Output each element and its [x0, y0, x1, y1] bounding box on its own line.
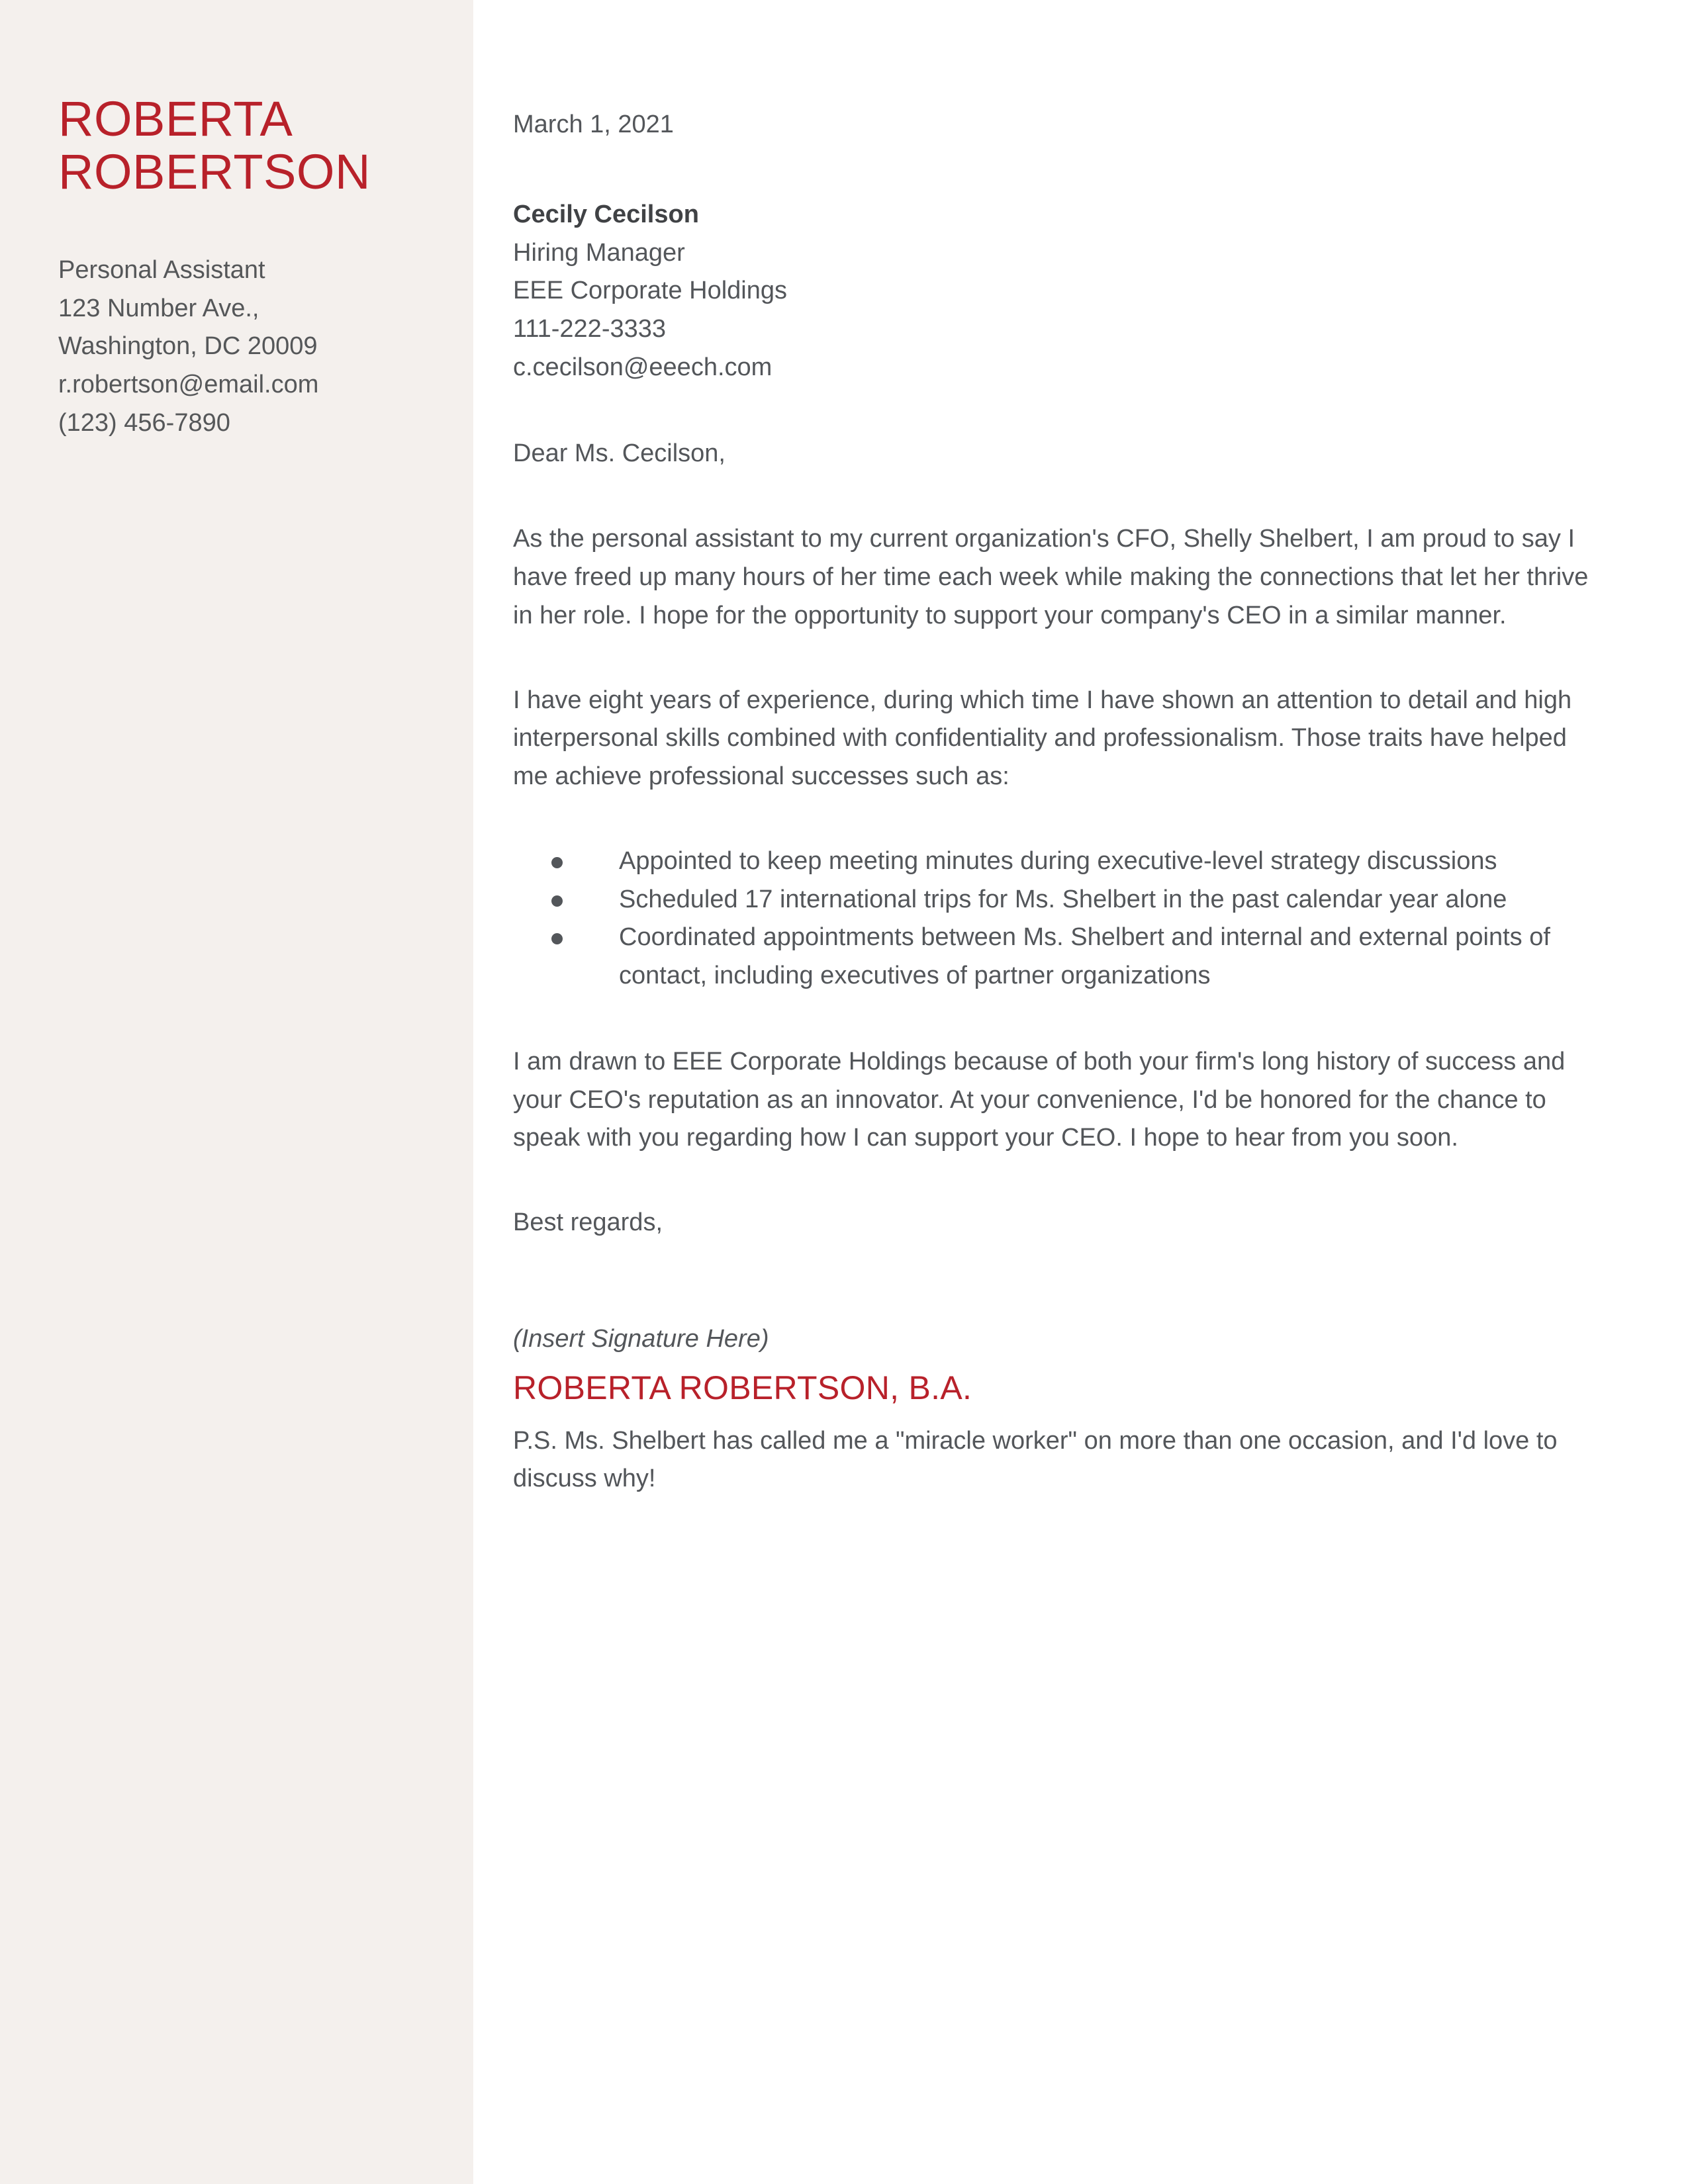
applicant-name-block: [58, 93, 447, 199]
paragraph-experience: I have eight years of experience, during which time I have shown an attention to detail and high interpersonal skills combined with confidentiality and professionalism. Those traits have helped me achieve professional successes such as:: [513, 686, 1572, 790]
recipient-email: c.cecilson@eeech.com: [513, 353, 773, 381]
applicant-contact-block: [58, 251, 447, 443]
applicant-job-title: Personal Assistant: [58, 255, 265, 284]
bullet-dot-icon: [551, 857, 563, 868]
signature-placeholder: (Insert Signature Here): [513, 1324, 769, 1353]
recipient-company: EEE Corporate Holdings: [513, 277, 787, 305]
achievements-list: [513, 842, 1589, 995]
letter-body: [473, 0, 1688, 2184]
list-item: [513, 881, 1589, 919]
closing-salutation: Best regards,: [513, 1208, 663, 1236]
letter-date: March 1, 2021: [513, 111, 674, 138]
applicant-phone: (123) 456-7890: [58, 408, 230, 437]
list-item: [513, 842, 1589, 881]
applicant-last-name: ROBERTSON: [58, 144, 371, 199]
bullet-dot-icon: [551, 895, 563, 907]
recipient-phone: 111-222-3333: [513, 315, 667, 343]
applicant-first-name: ROBERTA: [58, 91, 293, 146]
salutation: Dear Ms. Cecilson,: [513, 439, 726, 467]
list-item: [513, 919, 1589, 995]
recipient-title: Hiring Manager: [513, 238, 685, 267]
applicant-email: r.robertson@email.com: [58, 371, 319, 399]
sidebar: [0, 0, 473, 2184]
bullet-dot-icon: [551, 933, 563, 944]
list-item-text: Coordinated appointments between Ms. Shelbert and internal and external points of contact, including executives of partner organizations: [619, 923, 1550, 989]
recipient-name: Cecily Cecilson: [513, 200, 699, 228]
recipient-block: [513, 196, 1589, 387]
postscript-note: P.S. Ms. Shelbert has called me a "miracle worker" on more than one occasion, and I'd love to discuss why!: [513, 1426, 1558, 1493]
applicant-city-state-zip: Washington, DC 20009: [58, 332, 318, 361]
applicant-street-address: 123 Number Ave.,: [58, 294, 259, 322]
paragraph-closing-pitch: I am drawn to EEE Corporate Holdings because of both your firm's long history of success and your CEO's reputation as an innovator. At your convenience, I'd be honored for the chance to speak with you regarding how I can support your CEO. I hope to hear from you soon.: [513, 1047, 1566, 1152]
list-item-text: Scheduled 17 international trips for Ms. Shelbert in the past calendar year alone: [619, 885, 1507, 913]
list-item-text: Appointed to keep meeting minutes during executive-level strategy discussions: [619, 846, 1497, 875]
signature-name: ROBERTA ROBERTSON, B.A.: [513, 1369, 972, 1406]
paragraph-intro: As the personal assistant to my current organization's CFO, Shelly Shelbert, I am proud to say I have freed up many hours of her time each week while making the connections that let her thrive in her role. I hope for the opportunity to support your company's CEO in a similar manner.: [513, 525, 1589, 629]
